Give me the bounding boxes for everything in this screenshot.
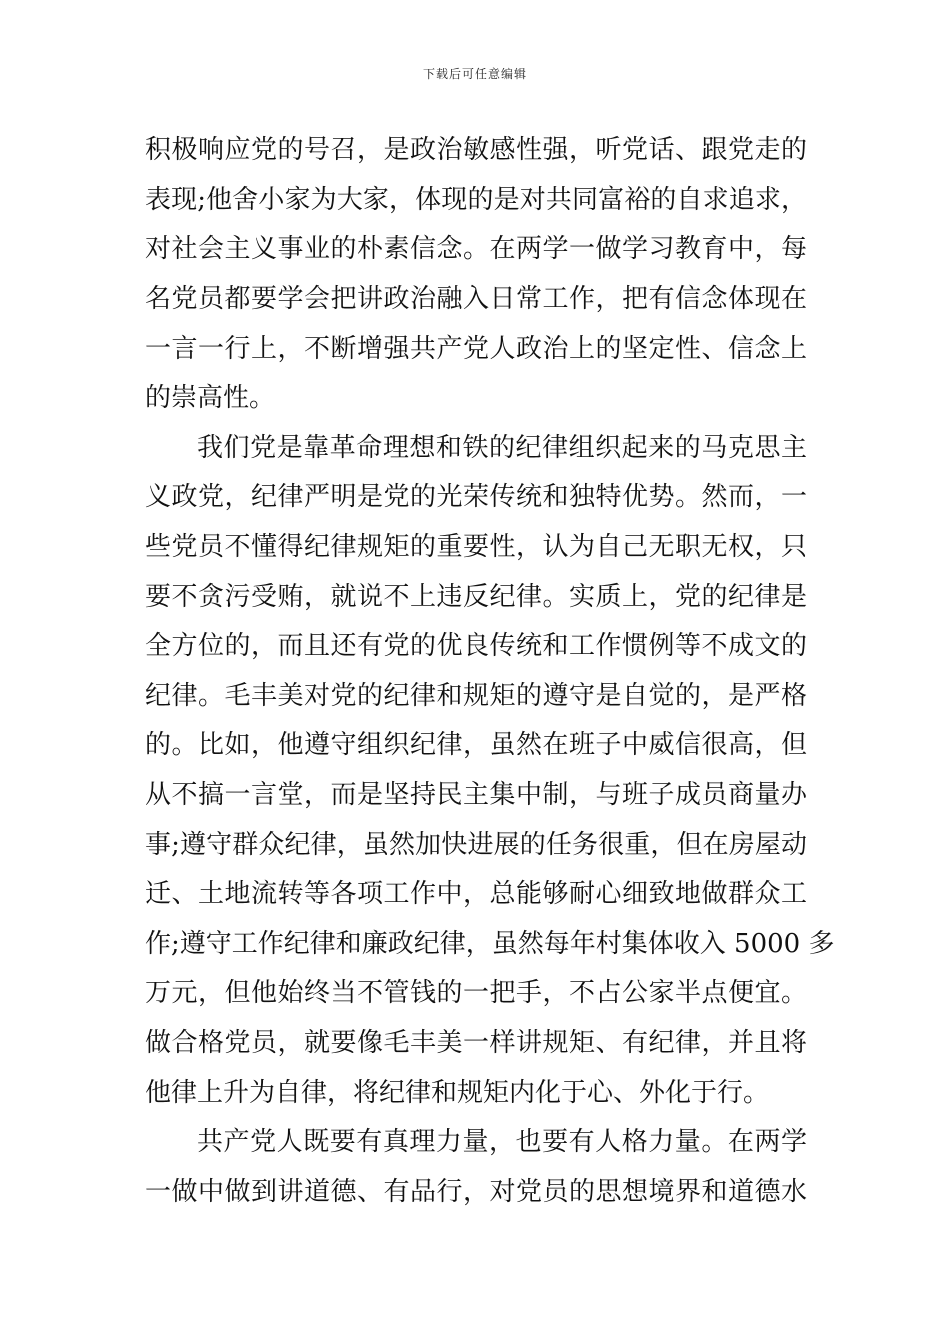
text-line: 积极响应党的号召，是政治敏感性强，听党话、跟党走的 [145,135,807,165]
text-line: 一做中做到讲道德、有品行，对党员的思想境界和道德水 [145,1177,807,1207]
text-line: 的崇高性。 [145,383,276,413]
text-line: 名党员都要学会把讲政治融入日常工作，把有信念体现在 [145,284,807,314]
text-line: 表现;他舍小家为大家，体现的是对共同富裕的自求追求， [145,185,807,215]
paragraph-first-line: 我们党是靠革命理想和铁的纪律组织起来的马克思主 [197,433,807,463]
text-line: 事;遵守群众纪律，虽然加快进展的任务很重，但在房屋动 [145,830,807,860]
text-line: 对社会主义事业的朴素信念。在两学一做学习教育中，每 [145,234,807,264]
text-line: 义政党，纪律严明是党的光荣传统和独特优势。然而，一 [145,482,807,512]
text-line: 要不贪污受贿，就说不上违反纪律。实质上，党的纪律是 [145,582,807,612]
paragraph-first-line: 共产党人既要有真理力量，也要有人格力量。在两学 [197,1127,807,1157]
text-line: 一言一行上，不断增强共产党人政治上的坚定性、信念上 [145,334,807,364]
text-line: 的。比如，他遵守组织纪律，虽然在班子中威信很高，但 [145,730,807,760]
text-line: 纪律。毛丰美对党的纪律和规矩的遵守是自觉的，是严格 [145,681,807,711]
text-line: 作;遵守工作纪律和廉政纪律，虽然每年村集体收入 5000 多 [145,929,835,959]
text-line: 万元，但他始终当不管钱的一把手，不占公家半点便宜。 [145,978,807,1008]
text-line: 些党员不懂得纪律规矩的重要性，认为自己无职无权，只 [145,532,807,562]
text-line: 做合格党员，就要像毛丰美一样讲规矩、有纪律，并且将 [145,1028,807,1058]
text-line: 从不搞一言堂，而是坚持民主集中制，与班子成员商量办 [145,780,807,810]
text-line: 迁、土地流转等各项工作中，总能够耐心细致地做群众工 [145,879,807,909]
text-line: 全方位的，而且还有党的优良传统和工作惯例等不成文的 [145,631,807,661]
text-line: 他律上升为自律，将纪律和规矩内化于心、外化于行。 [145,1078,770,1108]
page-header: 下载后可任意编辑 [422,67,527,81]
